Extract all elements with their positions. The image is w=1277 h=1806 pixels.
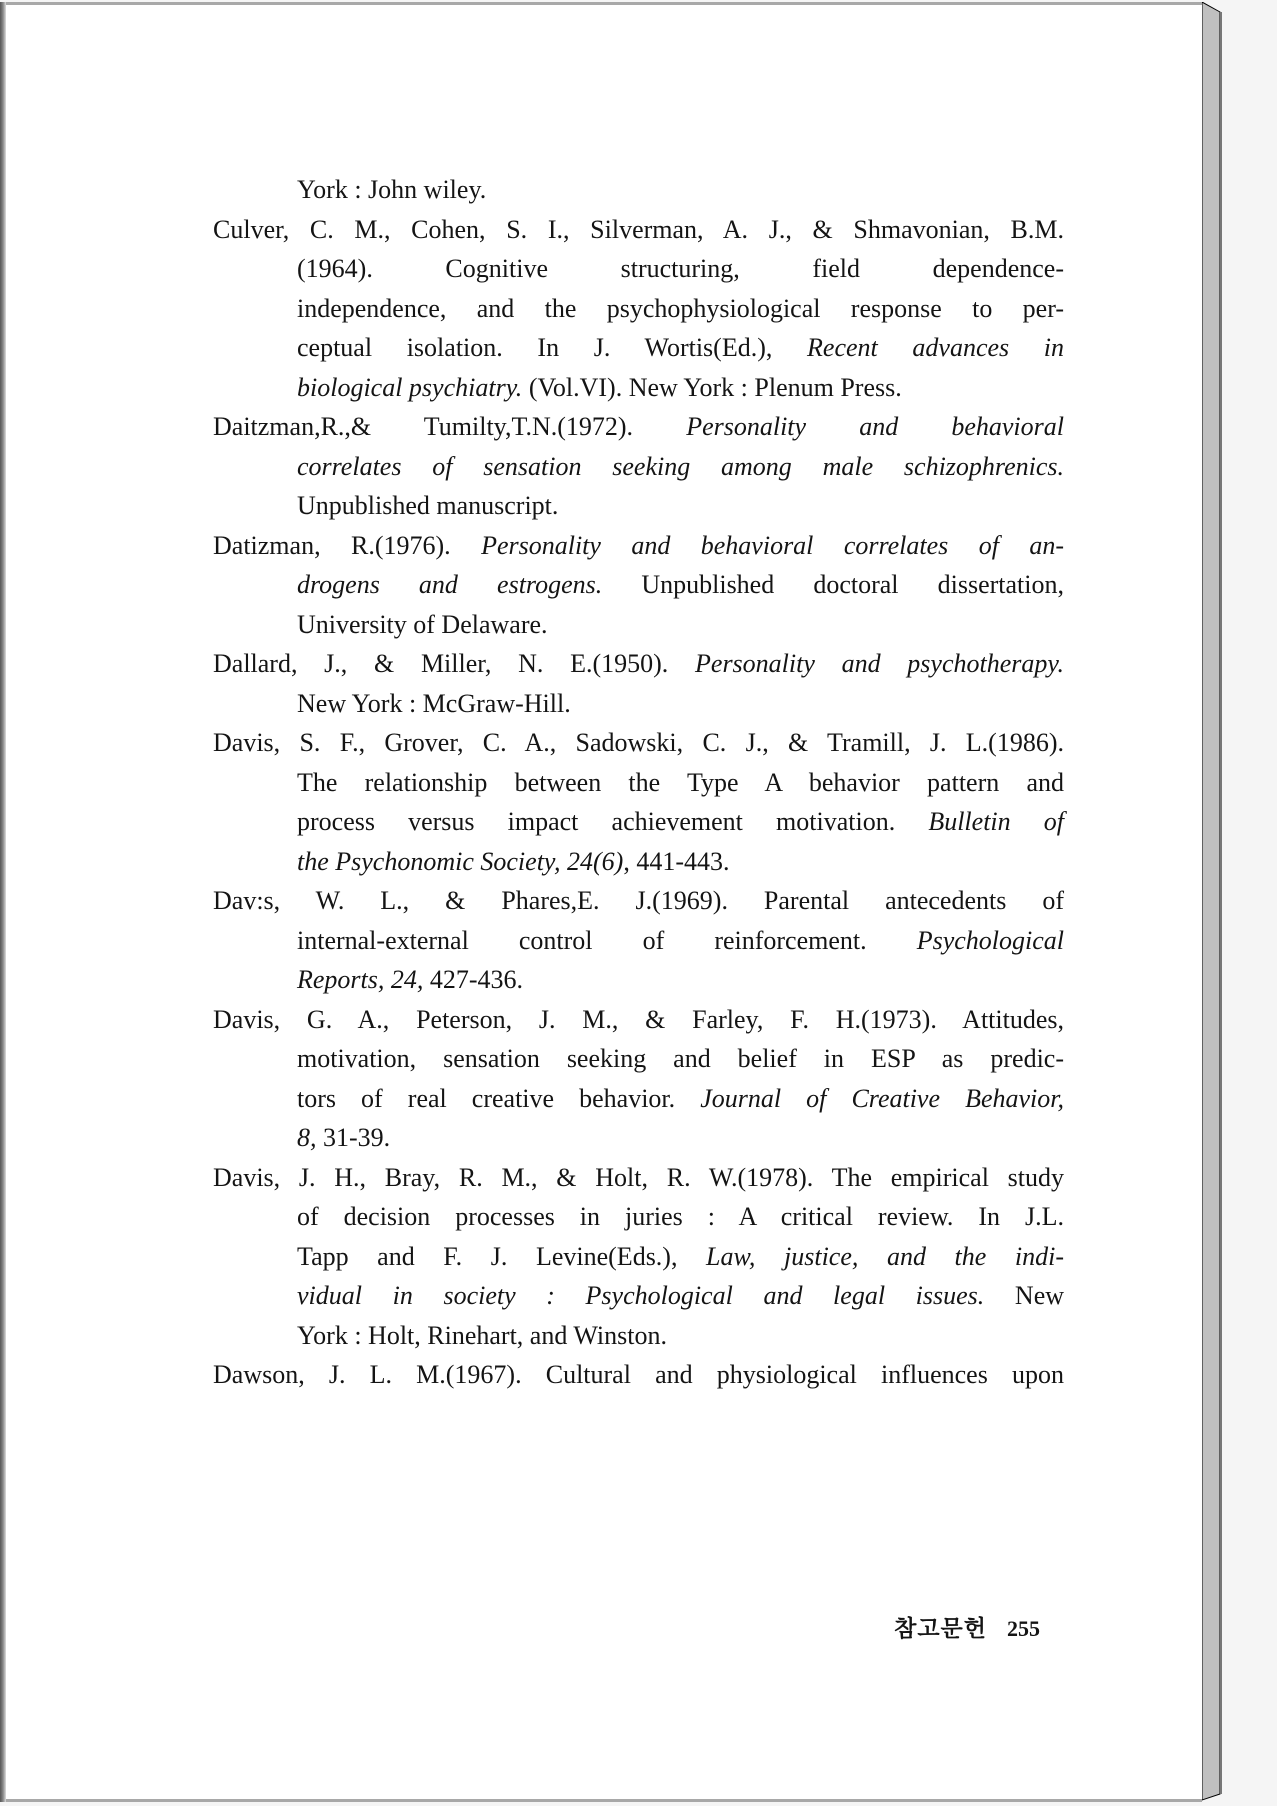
italic-title-text: biological psychiatry. (297, 372, 523, 402)
reference-line (213, 881, 1064, 921)
section-title: 참고문헌 (894, 1616, 987, 1642)
reference-text: Tapp and F. J. Levine(Eds.), (297, 1241, 707, 1271)
reference-entry (213, 1158, 1064, 1356)
reference-entry (213, 723, 1064, 881)
reference-line (213, 328, 1064, 368)
reference-text: Culver, C. M., Cohen, S. I., Silverman, A. J., & Shmavonian, B.M. (213, 214, 1064, 244)
italic-title-text: Personality and psychotherapy. (695, 649, 1064, 678)
italic-title-text: 8, (297, 1123, 317, 1152)
reference-line (213, 565, 1064, 605)
reference-text: 427-436. (423, 965, 524, 994)
reference-text: New (984, 1281, 1065, 1310)
reference-line (213, 170, 1064, 210)
page-footer (870, 1610, 1040, 1643)
reference-line (213, 802, 1064, 842)
reference-line (213, 644, 1064, 684)
reference-list (213, 170, 1064, 1395)
reference-text: University of Delaware. (297, 609, 548, 639)
reference-line (213, 921, 1064, 961)
reference-text: Unpublished doctoral dissertation, (602, 570, 1064, 599)
reference-entry (213, 526, 1064, 645)
reference-text: Davis, S. F., Grover, C. A., Sadowski, C. J., & Tramill, J. L.(1986). (213, 728, 1064, 757)
reference-entry (213, 170, 1064, 210)
reference-text: York : John wiley. (297, 175, 487, 204)
reference-line (213, 1197, 1064, 1237)
reference-line (213, 368, 1064, 408)
reference-line (213, 1158, 1064, 1198)
reference-text: York : Holt, Rinehart, and Winston. (297, 1320, 667, 1350)
reference-line (213, 1000, 1064, 1040)
italic-title-text: vidual in society : Psychological and legal issues. (297, 1281, 985, 1310)
reference-text: Datizman, R.(1976). (213, 530, 482, 560)
reference-text: Daitzman,R.,& Tumilty,T.N.(1972). (213, 412, 687, 441)
reference-text: Dav:s, W. L., & Phares,E. J.(1969). Parental antecedents of (213, 886, 1064, 915)
reference-line (213, 210, 1064, 250)
reference-line (213, 526, 1064, 566)
reference-text: (1964). Cognitive structuring, field dependence- (297, 254, 1064, 283)
reference-entry (213, 407, 1064, 526)
reference-line (213, 1118, 1064, 1158)
reference-entry (213, 881, 1064, 1000)
reference-text: internal-external control of reinforcement. (297, 925, 917, 955)
reference-text: Davis, J. H., Bray, R. M., & Holt, R. W.(1978). The empirical study (213, 1162, 1064, 1192)
reference-line (213, 249, 1064, 289)
italic-title-text: the Psychonomic Society, 24(6) (297, 846, 624, 876)
page-left-edge-shadow (0, 2, 6, 1802)
reference-text: ceptual isolation. In J. Wortis(Ed.), (297, 333, 808, 362)
reference-line (213, 486, 1064, 526)
reference-text: The relationship between the Type A behavior pattern and (297, 767, 1064, 797)
italic-title-text: Law, justice, and the indi- (706, 1241, 1064, 1271)
reference-entry (213, 644, 1064, 723)
reference-text: tors of real creative behavior. (297, 1083, 701, 1113)
page-fold-edge (1202, 2, 1222, 1802)
reference-line (213, 763, 1064, 803)
reference-entry (213, 1000, 1064, 1158)
italic-title-text: Reports, 24, (297, 965, 424, 994)
reference-line (213, 289, 1064, 329)
reference-text: Dallard, J., & Miller, N. E.(1950). (213, 649, 696, 678)
reference-text: Davis, G. A., Peterson, J. M., & Farley, F. H.(1973). Attitudes, (213, 1004, 1064, 1034)
reference-line (213, 723, 1064, 763)
italic-title-text: Personality and behavioral (686, 412, 1064, 441)
italic-title-text: Psychological (916, 925, 1064, 955)
reference-line (213, 1039, 1064, 1079)
reference-entry (213, 210, 1064, 408)
reference-text: motivation, sensation seeking and belief in ESP as predic- (297, 1044, 1064, 1073)
reference-line (213, 1316, 1064, 1356)
reference-line (213, 447, 1064, 487)
reference-line (213, 407, 1064, 447)
italic-title-text: correlates of sensation seeking among male schizophrenics. (297, 451, 1064, 481)
reference-text: independence, and the psychophysiological response to per- (297, 293, 1064, 323)
reference-text: , 441-443. (623, 846, 730, 876)
reference-text: of decision processes in juries : A critical review. In J.L. (297, 1202, 1064, 1231)
italic-title-text: drogens and estrogens. (297, 570, 603, 599)
page-number: 255 (1007, 1616, 1040, 1641)
italic-title-text: Bulletin of (928, 807, 1064, 836)
reference-text: Dawson, J. L. M.(1967). Cultural and physiological influences upon (213, 1360, 1064, 1389)
italic-title-text: Recent advances in (807, 333, 1065, 362)
reference-line (213, 960, 1064, 1000)
reference-text: 31-39. (316, 1123, 391, 1152)
italic-title-text: Journal of Creative Behavior, (700, 1083, 1064, 1113)
reference-text: New York : McGraw-Hill. (297, 688, 571, 718)
reference-line (213, 1355, 1064, 1395)
reference-line (213, 1079, 1064, 1119)
reference-line (213, 1237, 1064, 1277)
italic-title-text: Personality and behavioral correlates of an- (481, 530, 1064, 560)
reference-line (213, 684, 1064, 724)
reference-entry (213, 1355, 1064, 1395)
reference-text: (Vol.VI). New York : Plenum Press. (522, 372, 902, 402)
reference-line (213, 842, 1064, 882)
reference-line (213, 605, 1064, 645)
reference-line (213, 1276, 1064, 1316)
reference-text: Unpublished manuscript. (297, 491, 559, 520)
reference-text: process versus impact achievement motivation. (297, 807, 929, 836)
